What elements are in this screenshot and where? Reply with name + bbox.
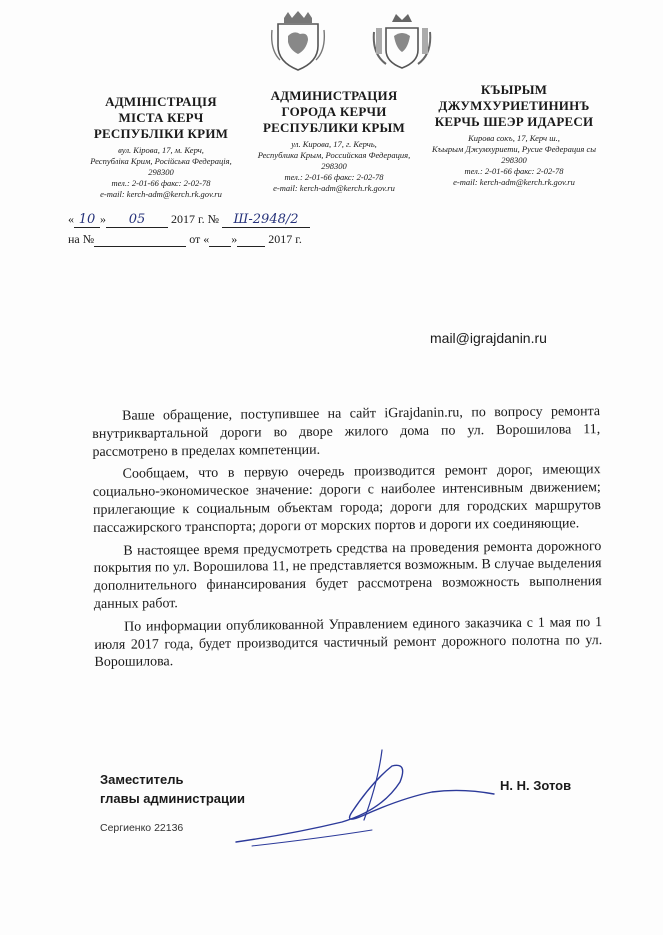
letter-body [92,403,603,677]
address-line: Къырым Джумхуриети, Русие Федерация сы [432,144,596,154]
org-name-line: РЕСПУБЛІКИ КРИМ [93,126,229,141]
position-line: главы администрации [100,791,245,806]
ref-close-quote: » [231,232,238,246]
address-line: ул. Кирова, 17, г. Керчь, [291,139,377,149]
ref-day-blank [209,232,231,247]
org-name-ua [78,94,244,142]
address-line: тел.: 2-01-66 факс: 2-02-78 [464,166,564,176]
signatory-name: Н. Н. Зотов [500,778,572,793]
address-line: тел.: 2-01-66 факс: 2-02-78 [284,172,384,182]
address-line: 298300 [501,155,527,165]
address-line: тел.: 2-01-66 факс: 2-02-78 [111,178,211,188]
signatory-position [100,770,245,808]
address-line: Республика Крым, Российская Федерация, [257,150,411,160]
ref-number-label: на № [68,232,95,246]
ref-date-label: от « [189,232,210,246]
outgoing-registration-line [68,212,310,228]
ref-year-label: 2017 г. [268,232,302,246]
address-line: Республіка Крим, Російська Федерація, [90,156,232,166]
org-name-line: АДМИНИСТРАЦИЯ [270,88,398,103]
org-name-line: КЪЫРЫМ [480,82,548,97]
ref-month-blank [237,232,265,247]
org-name-line: ДЖУМХУРИЕТИНИНЪ [438,98,590,113]
org-address-ct [424,133,604,177]
org-name-line: КЕРЧЬ ШЕЭР ИДАРЕСИ [434,114,594,129]
org-name-line: АДМІНІСТРАЦІЯ [105,94,217,109]
org-name-ru [244,88,424,136]
address-line: 298300 [321,161,347,171]
ref-number-blank [94,232,186,247]
handwritten-signature [232,742,502,852]
reg-number: Ш-2948/2 [222,213,310,228]
org-name-line: ГОРОДА КЕРЧИ [281,104,387,119]
address-line: вул. Кірова, 17, м. Керч, [118,145,204,155]
org-email-ct: e-mail: kerch-adm@kerch.rk.gov.ru [453,177,575,187]
date-close-quote: » [100,212,106,226]
reg-month: 05 [106,213,168,228]
header-russian [244,88,424,194]
org-address-ua [78,145,244,189]
date-open-quote: « [68,212,74,226]
reg-day: 10 [74,213,100,228]
reg-year-label: 2017 г. № [171,212,220,226]
header-ukrainian [78,94,244,200]
incoming-reference-line [68,232,302,247]
address-line: 298300 [148,167,174,177]
org-email-ru: e-mail: kerch-adm@kerch.rk.gov.ru [273,183,395,193]
body-paragraph: Ваше обращение, поступившее на сайт iGrajdanin.ru, по вопросу ремонта внутриквартальной дороги во дворе жилого дома по ул. Ворошилова 11, рассмотрено в пределах компетенции. [92,404,601,460]
org-name-line: РЕСПУБЛИКИ КРЫМ [263,120,405,135]
org-address-ru [244,139,424,183]
address-line: Кирова сокъ, 17, Керч ш., [468,133,560,143]
republic-coat-of-arms-icon [370,10,434,72]
body-paragraph: В настоящее время предусмотреть средства на проведения ремонта дорожного покрытия по ул. Ворошилова 11, не представляется возможным. В случае выделения дополнительного финансирования будет рассмотрена возможность выполнения данных работ. [93,538,602,612]
org-name-line: МІСТА КЕРЧ [118,110,204,125]
header-crimean-tatar [424,82,604,188]
body-paragraph: По информации опубликованной Управлением единого заказчика с 1 мая по 1 июля 2017 года, будет производится частичный ремонт дорожного полотна по ул. Ворошилова. [94,614,603,671]
org-email-ua: e-mail: kerch-adm@kerch.rk.gov.ru [100,189,222,199]
executor-note: Сергиенко 22136 [100,822,184,834]
city-coat-of-arms-icon [270,10,326,72]
org-name-ct [424,82,604,130]
recipient-email: mail@igrajdanin.ru [430,330,547,346]
position-line: Заместитель [100,772,184,787]
body-paragraph: Сообщаем, что в первую очередь производится ремонт дорог, имеющих социально-экономическое значение: дороги с наиболее интенсивным движением; прилегающие к социальным объектам города; дороги для городских маршрутов пассажирского транспорта; дороги от морских портов и дороги их соединяющие. [92,462,602,536]
